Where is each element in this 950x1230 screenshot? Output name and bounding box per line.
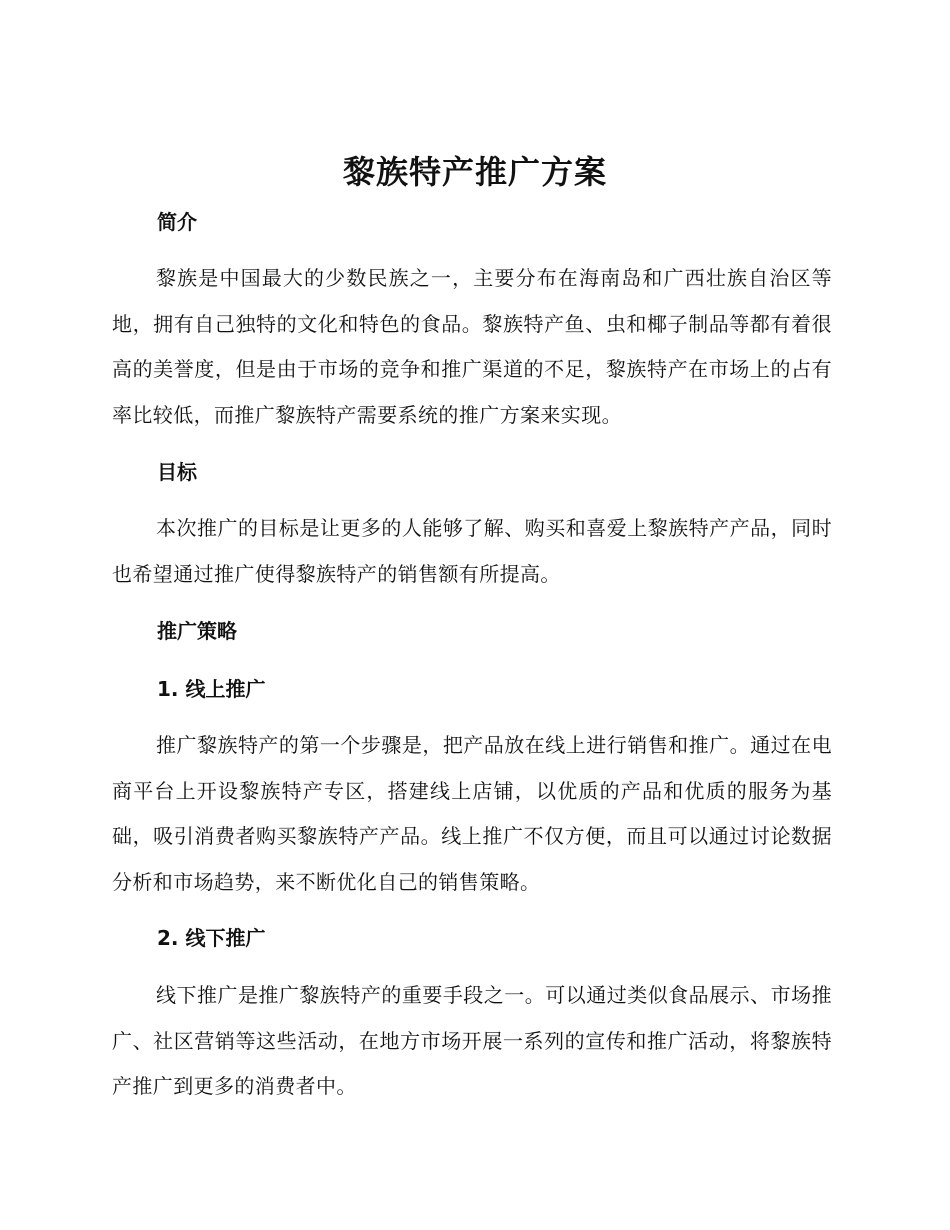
- section-paragraph-goal: 本次推广的目标是让更多的人能够了解、购买和喜爱上黎族特产产品，同时也希望通过推广使得黎族特产的销售额有所提高。: [112, 516, 832, 586]
- section-paragraph-offline: 线下推广是推广黎族特产的重要手段之一。可以通过类似食品展示、市场推广、社区营销等这些活动，在地方市场开展一系列的宣传和推广活动，将黎族特产推广到更多的消费者中。: [112, 983, 832, 1098]
- section-paragraph-online: 推广黎族特产的第一个步骤是，把产品放在线上进行销售和推广。通过在电商平台上开设黎族特产专区，搭建线上店铺，以优质的产品和优质的服务为基础，吸引消费者购买黎族特产产品。线上推广不仅方便，而且可以通过讨论数据分析和市场趋势，来不断优化自己的销售策略。: [112, 733, 832, 894]
- section-heading-strategy: 推广策略: [157, 619, 237, 643]
- section-paragraph-intro: 黎族是中国最大的少数民族之一，主要分布在海南岛和广西壮族自治区等地，拥有自己独特的文化和特色的食品。黎族特产鱼、虫和椰子制品等都有着很高的美誉度，但是由于市场的竞争和推广渠道的不足，黎族特产在市场上的占有率比较低，而推广黎族特产需要系统的推广方案来实现。: [112, 266, 832, 427]
- section-heading-intro: 简介: [157, 210, 197, 234]
- section-heading-goal: 目标: [157, 460, 197, 484]
- section-heading-online: 1. 线上推广: [157, 677, 266, 701]
- document-title: 黎族特产推广方案: [342, 153, 607, 191]
- section-heading-offline: 2. 线下推广: [157, 926, 266, 950]
